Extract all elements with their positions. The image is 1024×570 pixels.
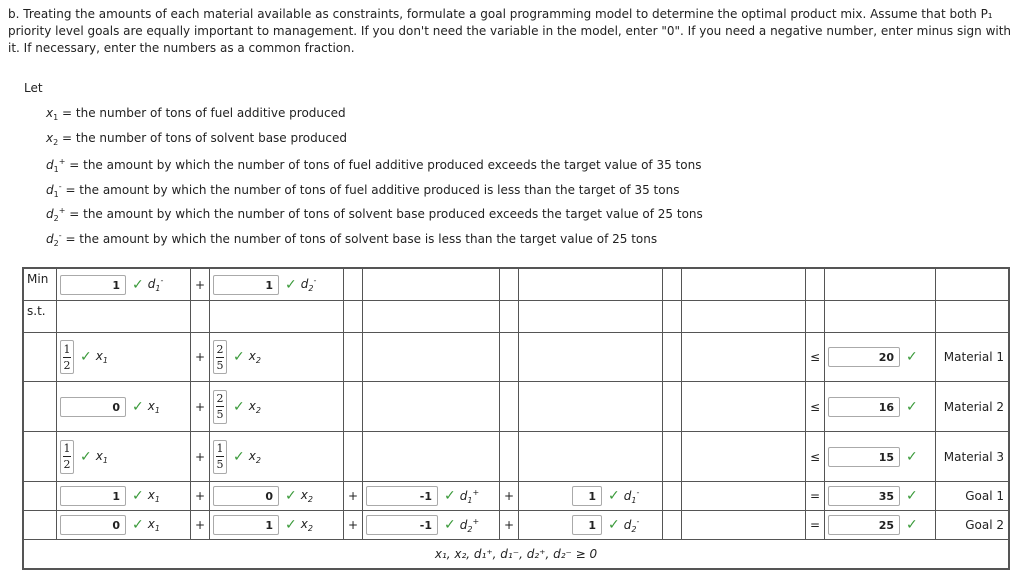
variable-label: $d_1^+$ <box>459 487 480 505</box>
definition-item: $d_1^+$ = the amount by which the number of tons of fuel additive produced exceeds the target value of 35 tons <box>46 157 702 175</box>
coef-input[interactable]: 1 <box>572 515 602 535</box>
definition-item: $d_2^-$ = the amount by which the number of tons of solvent base is less than the target value of 25 tons <box>46 230 658 248</box>
eq-sign: = <box>806 511 825 540</box>
variable-label: $d_2^-$ <box>623 516 640 534</box>
check-icon: ✓ <box>906 349 918 365</box>
check-icon: ✓ <box>444 488 456 504</box>
variable-label: $d_1^-$ <box>147 276 164 293</box>
check-icon: ✓ <box>80 349 92 365</box>
plus-sign: + <box>344 511 363 540</box>
constraint-label: Material 2 <box>936 382 1010 432</box>
check-icon: ✓ <box>444 517 456 533</box>
le-sign: ≤ <box>806 333 825 382</box>
definition-item: $x_1$ = the number of tons of fuel additive produced <box>46 106 346 122</box>
check-icon: ✓ <box>608 517 620 533</box>
plus-sign: + <box>191 382 210 432</box>
check-icon: ✓ <box>132 398 144 415</box>
variable-label: $x_2$ <box>248 398 261 415</box>
check-icon: ✓ <box>233 398 245 415</box>
nonnegativity-constraint: x₁, x₂, d₁⁺, d₁⁻, d₂⁺, d₂⁻ ≥ 0 <box>23 540 1009 570</box>
check-icon: ✓ <box>285 276 297 293</box>
check-icon: ✓ <box>233 448 245 465</box>
check-icon: ✓ <box>285 517 297 533</box>
constraint-label: Goal 1 <box>936 482 1010 511</box>
check-icon: ✓ <box>233 349 245 365</box>
coef-input[interactable]: 1 <box>572 486 602 506</box>
plus-sign: + <box>344 482 363 511</box>
coef-input[interactable]: 1 <box>60 486 126 506</box>
plus-sign: + <box>191 268 210 301</box>
coef-input[interactable]: -1 <box>366 515 438 535</box>
constraint-label: Goal 2 <box>936 511 1010 540</box>
coef-input[interactable]: -1 <box>366 486 438 506</box>
check-icon: ✓ <box>285 488 297 504</box>
check-icon: ✓ <box>80 448 92 465</box>
fraction-input[interactable]: $\frac{2}{5}$ <box>213 340 227 374</box>
check-icon: ✓ <box>906 488 918 504</box>
variable-label: $d_1^-$ <box>623 487 640 505</box>
definition-item: $d_2^+$ = the amount by which the number of tons of solvent base produced exceeds the target value of 25 tons <box>46 206 703 224</box>
variable-label: $x_1$ <box>147 398 160 415</box>
fraction-input[interactable]: $\frac{1}{2}$ <box>60 340 74 374</box>
let-label: Let <box>24 81 43 95</box>
variable-label: $x_1$ <box>95 448 108 465</box>
objective-row <box>23 268 1009 301</box>
fraction-input[interactable]: $\frac{2}{5}$ <box>213 390 227 424</box>
variable-label: $x_1$ <box>147 517 160 533</box>
constraint-row <box>23 432 1009 482</box>
variable-label: $x_1$ <box>147 488 160 504</box>
constraint-label: Material 3 <box>936 432 1010 482</box>
st-label: s.t. <box>23 301 57 333</box>
objective-coef-input[interactable]: 1 <box>60 275 126 295</box>
question-text: b. Treating the amounts of each material available as constraints, formulate a goal programming model to determine the optimal product mix. Assume that both P₁ priority level goals are equally important to management. If you don't need the variable in the model, enter "0". If you need a negative number, enter minus sign with it. If necessary, enter the numbers as a common fraction. <box>8 7 1012 55</box>
le-sign: ≤ <box>806 432 825 482</box>
objective-coef-input[interactable]: 1 <box>213 275 279 295</box>
le-sign: ≤ <box>806 382 825 432</box>
plus-sign: + <box>191 482 210 511</box>
variable-label: $x_2$ <box>300 517 313 533</box>
rhs-input[interactable]: 35 <box>828 486 900 506</box>
constraint-row <box>23 382 1009 432</box>
check-icon: ✓ <box>906 448 918 465</box>
min-label: Min <box>23 268 57 301</box>
coef-input[interactable]: 0 <box>60 515 126 535</box>
eq-sign: = <box>806 482 825 511</box>
rhs-input[interactable]: 20 <box>828 347 900 367</box>
coef-input[interactable]: 0 <box>60 397 126 417</box>
definitions-list <box>46 104 703 252</box>
definition-item: $x_2$ = the number of tons of solvent base produced <box>46 130 347 147</box>
constraint-label: Material 1 <box>936 333 1010 382</box>
model-table <box>22 267 1010 570</box>
check-icon: ✓ <box>132 276 144 293</box>
goal-row <box>23 511 1009 540</box>
plus-sign: + <box>500 482 519 511</box>
check-icon: ✓ <box>132 517 144 533</box>
variable-label: $d_2^-$ <box>300 276 317 293</box>
goal-row <box>23 482 1009 511</box>
variable-label: $x_2$ <box>248 448 261 465</box>
fraction-input[interactable]: $\frac{1}{2}$ <box>60 440 74 474</box>
fraction-input[interactable]: $\frac{1}{5}$ <box>213 440 227 474</box>
rhs-input[interactable]: 15 <box>828 447 900 467</box>
check-icon: ✓ <box>132 488 144 504</box>
variable-label: $d_2^+$ <box>459 516 480 534</box>
definition-item: $d_1^-$ = the amount by which the number of tons of fuel additive produced is less than the target of 35 tons <box>46 181 680 199</box>
plus-sign: + <box>500 511 519 540</box>
plus-sign: + <box>191 511 210 540</box>
coef-input[interactable]: 0 <box>213 486 279 506</box>
variable-label: $x_2$ <box>300 488 313 504</box>
plus-sign: + <box>191 432 210 482</box>
rhs-input[interactable]: 16 <box>828 397 900 417</box>
rhs-input[interactable]: 25 <box>828 515 900 535</box>
check-icon: ✓ <box>906 517 918 533</box>
constraint-row <box>23 333 1009 382</box>
check-icon: ✓ <box>906 398 918 415</box>
coef-input[interactable]: 1 <box>213 515 279 535</box>
plus-sign: + <box>191 333 210 382</box>
check-icon: ✓ <box>608 488 620 504</box>
variable-label: $x_1$ <box>95 349 108 365</box>
variable-label: $x_2$ <box>248 349 261 365</box>
